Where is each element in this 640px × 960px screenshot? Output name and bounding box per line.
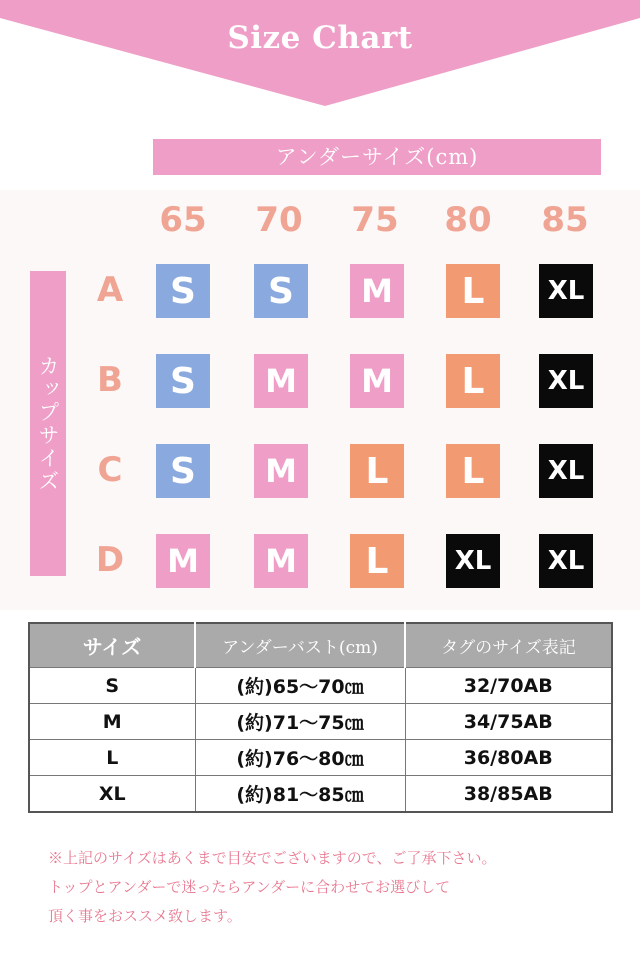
table-header-underbust: アンダーバスト(cm) xyxy=(195,623,405,668)
size-cell-a-85: XL xyxy=(539,264,593,318)
table-cell-underbust: (約)71〜75㎝ xyxy=(195,704,405,740)
band-label-80: 80 xyxy=(444,200,492,240)
under-size-header: アンダーサイズ(cm) xyxy=(153,139,601,175)
band-label-65: 65 xyxy=(159,200,207,240)
size-cell-a-65: S xyxy=(156,264,210,318)
size-cell-d-80: XL xyxy=(446,534,500,588)
table-cell-size: S xyxy=(29,668,195,704)
size-cell-c-75: L xyxy=(350,444,404,498)
size-cell-d-65: M xyxy=(156,534,210,588)
table-cell-tag: 36/80AB xyxy=(405,740,612,776)
table-cell-underbust: (約)65〜70㎝ xyxy=(195,668,405,704)
table-row xyxy=(29,704,612,740)
size-cell-c-85: XL xyxy=(539,444,593,498)
size-cell-a-80: L xyxy=(446,264,500,318)
size-cell-d-70: M xyxy=(254,534,308,588)
band-label-85: 85 xyxy=(541,200,589,240)
table-header-row xyxy=(29,623,612,668)
table-header-size: サイズ xyxy=(29,623,195,668)
cup-label-b: B xyxy=(97,360,123,400)
table-cell-size: M xyxy=(29,704,195,740)
table-header-tag-size: タグのサイズ表記 xyxy=(405,623,612,668)
table-row xyxy=(29,740,612,776)
cup-label-d: D xyxy=(95,540,125,580)
size-chart-banner xyxy=(0,0,640,110)
size-cell-b-75: M xyxy=(350,354,404,408)
cup-label-a: A xyxy=(96,270,124,310)
size-cell-b-70: M xyxy=(254,354,308,408)
size-table xyxy=(28,622,613,813)
banner-title: Size Chart xyxy=(227,20,413,56)
table-cell-tag: 32/70AB xyxy=(405,668,612,704)
table-row xyxy=(29,776,612,813)
table-cell-size: XL xyxy=(29,776,195,813)
cup-size-header xyxy=(30,271,66,576)
table-row xyxy=(29,668,612,704)
cup-size-header-label: カップサイズ xyxy=(36,354,60,493)
size-cell-c-80: L xyxy=(446,444,500,498)
size-cell-c-70: M xyxy=(254,444,308,498)
band-label-70: 70 xyxy=(255,200,303,240)
size-cell-d-85: XL xyxy=(539,534,593,588)
table-cell-tag: 38/85AB xyxy=(405,776,612,813)
note-line: 頂く事をおススメ致します。 xyxy=(48,907,242,925)
size-cell-b-65: S xyxy=(156,354,210,408)
cup-label-c: C xyxy=(97,450,123,490)
table-cell-underbust: (約)81〜85㎝ xyxy=(195,776,405,813)
size-cell-d-75: L xyxy=(350,534,404,588)
band-label-75: 75 xyxy=(351,200,399,240)
size-cell-a-70: S xyxy=(254,264,308,318)
size-cell-b-80: L xyxy=(446,354,500,408)
note-line: トップとアンダーで迷ったらアンダーに合わせてお選びして xyxy=(48,878,451,896)
table-cell-size: L xyxy=(29,740,195,776)
notes xyxy=(48,844,628,931)
size-cell-b-85: XL xyxy=(539,354,593,408)
note-line: ※上記のサイズはあくまで目安でございますので、ご了承下さい。 xyxy=(48,849,497,867)
size-cell-c-65: S xyxy=(156,444,210,498)
size-cell-a-75: M xyxy=(350,264,404,318)
table-cell-tag: 34/75AB xyxy=(405,704,612,740)
table-cell-underbust: (約)76〜80㎝ xyxy=(195,740,405,776)
